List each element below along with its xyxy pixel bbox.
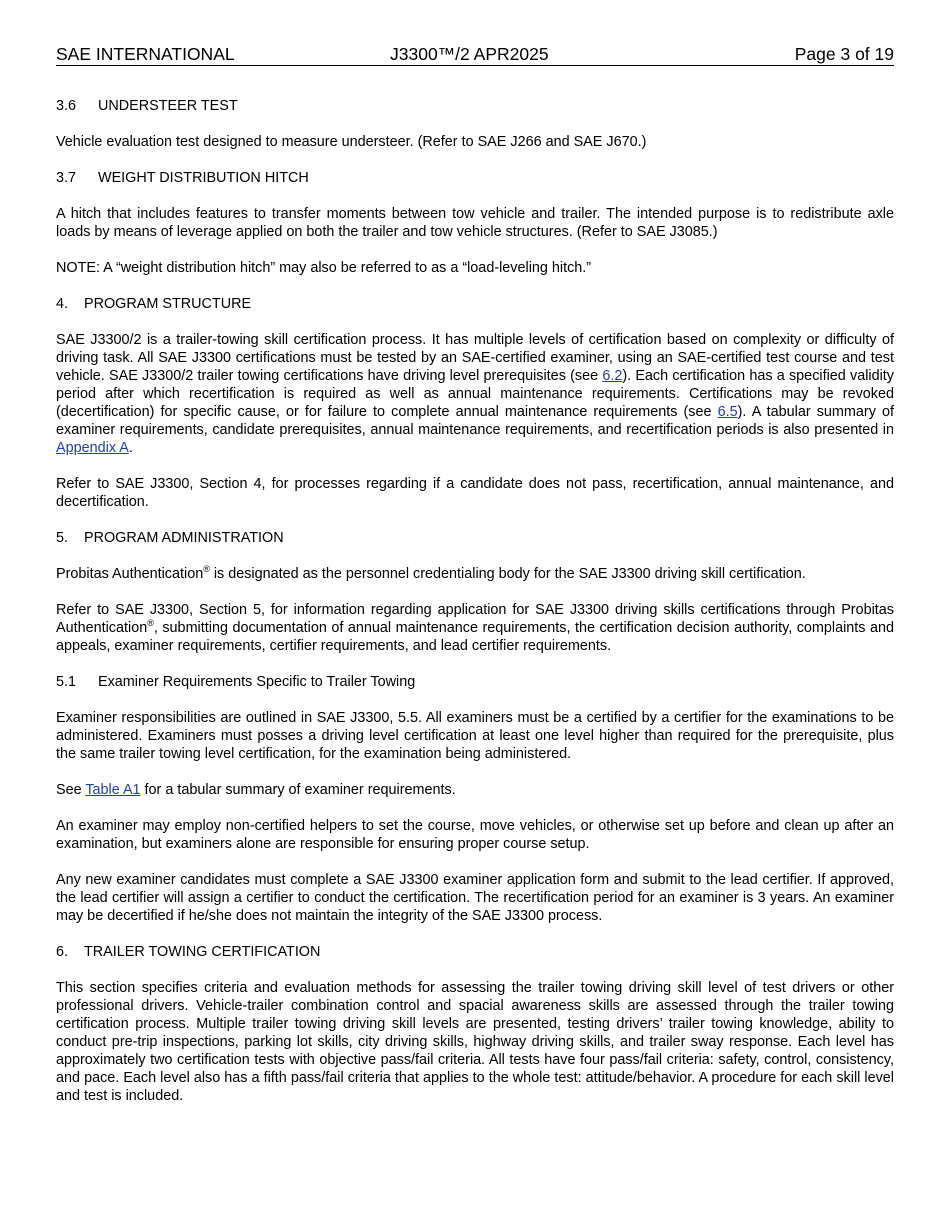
section-6-heading xyxy=(56,943,894,961)
page-header xyxy=(56,44,894,66)
section-number: 4. xyxy=(56,296,69,312)
section-number: 3.7 xyxy=(56,170,77,186)
section-number: 5. xyxy=(56,530,69,546)
section-5-heading xyxy=(56,529,894,547)
section-5-1-paragraph-1: Examiner responsibilities are outlined in SAE J3300, 5.5. All examiners must be a certified by a certifier for the examinations to be administered. Examiners must posses a driving level certification at least one level higher than required for the prerequisite, plus the same trailer towing level certification, for the examination being administered. xyxy=(56,710,894,762)
section-title: PROGRAM ADMINISTRATION xyxy=(84,530,284,546)
section-5-1-paragraph-4: Any new examiner candidates must complete a SAE J3300 examiner application form and submit to the lead certifier. If approved, the lead certifier will assign a certifier to conduct the certification. The recertification period for an examiner is 3 years. An examiner may be decertified if he/she does not maintain the integrity of the SAE J3300 process. xyxy=(56,872,894,924)
text-run: See xyxy=(56,782,86,798)
link-section-6-2[interactable]: 6.2 xyxy=(602,368,623,384)
section-title: WEIGHT DISTRIBUTION HITCH xyxy=(98,170,309,186)
link-table-a1[interactable]: Table A1 xyxy=(85,782,141,798)
section-5-1-paragraph-3: An examiner may employ non-certified helpers to set the course, move vehicles, or otherwise set up before and clean up after an examination, but examiners alone are responsible for ensuring proper course setup. xyxy=(56,818,894,852)
section-title: PROGRAM STRUCTURE xyxy=(84,296,252,312)
text-run: for a tabular summary of examiner requirements. xyxy=(140,782,456,798)
text-run: ). A tabular summary of examiner requirements, candidate prerequisites, annual maintenance requirements, and recertification periods is also presented in xyxy=(56,404,894,438)
text-run: Refer to SAE J3300, Section 5, for information regarding application for SAE J3300 driving skills certifications through Probitas Authentication xyxy=(56,602,894,636)
text-run: ). Each certification has a specified validity period after which recertification is required as well as annual maintenance requirements. Certifications may be revoked (decertification) for specific cause, or for failure to complete annual maintenance requirements (see xyxy=(56,368,894,420)
text-run: SAE J3300/2 is a trailer-towing skill certification process. It has multiple levels of certification based on complexity or difficulty of driving task. All SAE J3300 certifications must be tested by an SAE-certified examiner, using an SAE-certified test course and test vehicle. SAE J3300/2 trailer towing certifications have driving level prerequisites (see xyxy=(56,332,894,384)
text-run: . xyxy=(128,440,133,456)
registered-mark: ® xyxy=(203,564,210,575)
section-title: Examiner Requirements Specific to Trailer Towing xyxy=(98,674,416,690)
section-title: UNDERSTEER TEST xyxy=(98,98,238,114)
text-run: Probitas Authentication xyxy=(56,566,204,582)
section-3-6-paragraph: Vehicle evaluation test designed to measure understeer. (Refer to SAE J266 and SAE J670.) xyxy=(56,134,647,150)
section-6-paragraph: This section specifies criteria and evaluation methods for assessing the trailer towing driving skill level of test drivers or other professional drivers. Vehicle-trailer combination control and spacial awareness skills are assessed through the trailer towing certification process. Multiple trailer towing driving skill levels are presented, testing drivers’ trailer towing knowledge, ability to conduct pre-trip inspections, parking lot skills, city driving skills, highway driving skills, and trailer sway response. Each level has approximately two certification tests with objective pass/fail criteria. All tests have four pass/fail criteria: safety, control, consistency, and pace. Each level also has a fifth pass/fail criteria that applies to the whole test: attitude/behavior. A procedure for each skill level and test is included. xyxy=(56,980,894,1104)
section-3-7-note: NOTE: A “weight distribution hitch” may also be referred to as a “load-leveling hitch.” xyxy=(56,260,592,276)
document-id: J3300™/2 APR2025 xyxy=(390,44,549,64)
link-section-6-5[interactable]: 6.5 xyxy=(717,404,738,420)
document-body xyxy=(56,97,894,1105)
section-3-7-heading xyxy=(56,169,894,187)
text-run: is designated as the personnel credentialing body for the SAE J3300 driving skill certification. xyxy=(209,566,806,582)
section-5-1-heading xyxy=(56,673,894,691)
section-5-paragraph-1 xyxy=(56,565,894,583)
registered-mark: ® xyxy=(147,618,154,629)
section-4-paragraph-1 xyxy=(56,331,894,457)
link-appendix-a[interactable]: Appendix A xyxy=(56,440,129,456)
section-number: 5.1 xyxy=(56,674,77,690)
section-5-1-paragraph-2 xyxy=(56,781,894,799)
page-number: Page 3 of 19 xyxy=(794,44,894,64)
publisher-name: SAE INTERNATIONAL xyxy=(56,44,235,64)
section-number: 3.6 xyxy=(56,98,77,114)
section-title: TRAILER TOWING CERTIFICATION xyxy=(84,944,321,960)
section-3-6-heading xyxy=(56,97,894,115)
section-5-paragraph-2 xyxy=(56,601,894,655)
section-4-heading xyxy=(56,295,894,313)
text-run: , submitting documentation of annual maintenance requirements, the certification decision authority, complaints and appeals, examiner requirements, certifier requirements, and lead certifier requirements. xyxy=(56,620,894,654)
section-3-7-paragraph: A hitch that includes features to transfer moments between tow vehicle and trailer. The intended purpose is to redistribute axle loads by means of leverage applied on both the trailer and tow vehicle structures. (Refer to SAE J3085.) xyxy=(56,206,894,240)
section-number: 6. xyxy=(56,944,69,960)
section-4-paragraph-2: Refer to SAE J3300, Section 4, for processes regarding if a candidate does not pass, recertification, annual maintenance, and decertification. xyxy=(56,476,894,510)
